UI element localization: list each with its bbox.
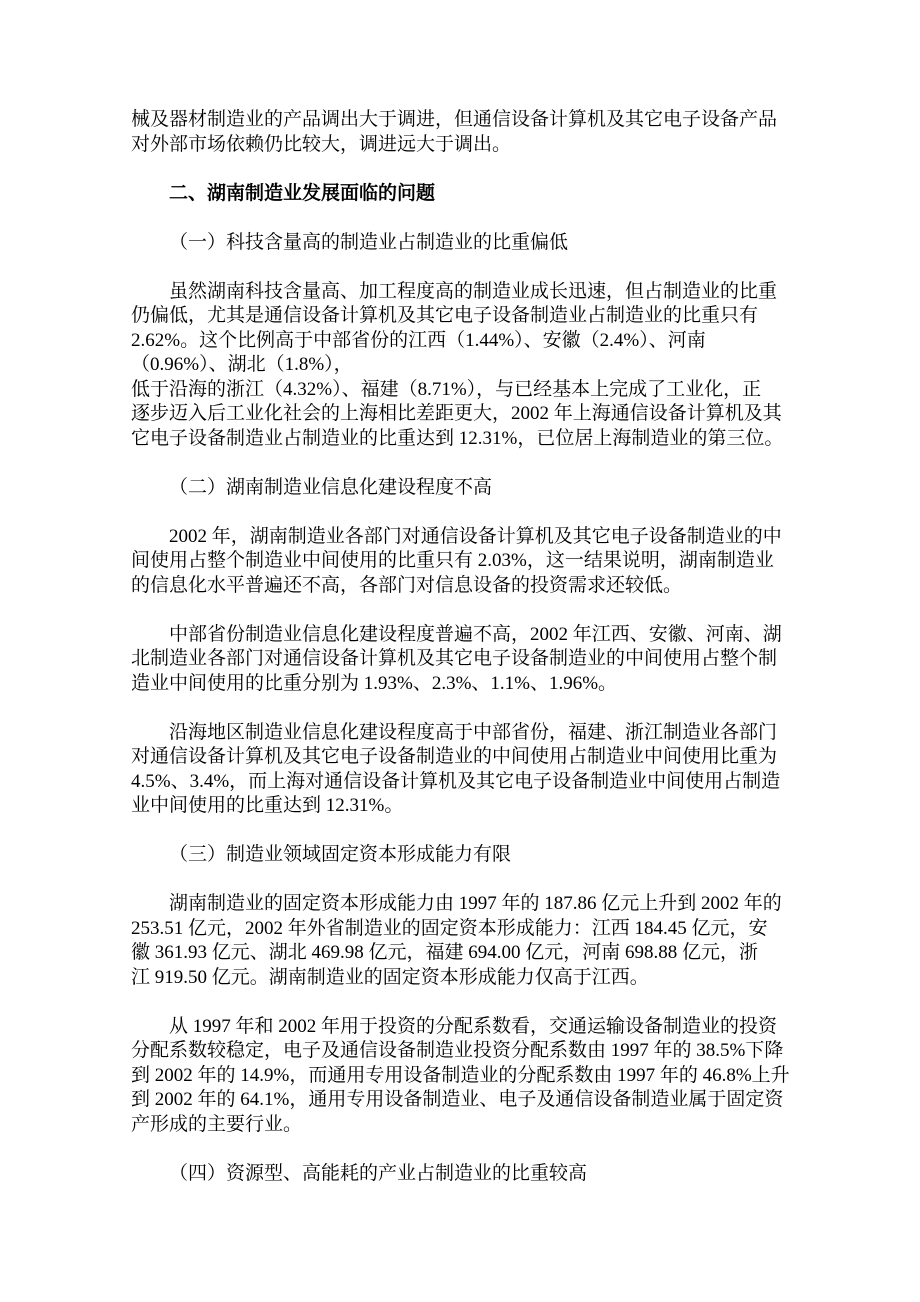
blank-line-spacer (131, 157, 802, 182)
text-line: 徽 361.93 亿元、湖北 469.98 亿元，福建 694.00 亿元，河南 698.88 亿元，浙 (131, 942, 759, 963)
blank-line-spacer (131, 255, 802, 280)
text-line: 产形成的主要行业。 (131, 1113, 303, 1135)
text-line: 它电子设备制造业占制造业的比重达到 12.31%，已位居上海制造业的第三位。 (131, 427, 784, 449)
blank-line-spacer (131, 868, 802, 893)
blank-line-spacer (131, 696, 802, 721)
blank-line-spacer (131, 1137, 802, 1162)
text-line: 2.62%。这个比例高于中部省份的江西（1.44%）、安徽（2.4%）、河南 (131, 329, 706, 351)
text-line: 江 919.50 亿元。湖南制造业的固定资本形成能力仅高于江西。 (131, 966, 649, 988)
blank-line-spacer (131, 819, 802, 844)
paragraph (131, 721, 802, 819)
text-line: 对通信设备计算机及其它电子设备制造业的中间使用占制造业中间使用比重为 (131, 746, 778, 767)
text-line: 械及器材制造业的产品调出大于调进，但通信设备计算机及其它电子设备产品 (131, 109, 778, 130)
text-line: 逐步迈入后工业化社会的上海相比差距更大，2002 年上海通信设备计算机及其 (131, 403, 782, 424)
text-line: （0.96%）、湖北（1.8%）， (131, 354, 353, 375)
text-line: 从 1997 年和 2002 年用于投资的分配系数看，交通运输设备制造业的投资 (169, 1015, 778, 1037)
text-line: 2002 年，湖南制造业各部门对通信设备计算机及其它电子设备制造业的中 (169, 525, 782, 547)
blank-line-spacer (131, 990, 802, 1015)
blank-line-spacer (131, 598, 802, 623)
subsection-heading (131, 476, 802, 501)
blank-line-spacer (131, 451, 802, 476)
blank-line-spacer (131, 500, 802, 525)
text-line: 低于沿海的浙江（4.32%）、福建（8.71%），与已经基本上完成了工业化，正 (131, 378, 762, 400)
text-line: 湖南制造业的固定资本形成能力由 1997 年的 187.86 亿元上升到 2002 年的 (169, 893, 782, 914)
subsection-heading (131, 231, 802, 256)
paragraph (131, 525, 802, 599)
subsection-heading (131, 1162, 802, 1187)
text-line: 对外部市场依赖仍比较大，调进远大于调出。 (131, 133, 512, 155)
paragraph (131, 280, 802, 452)
text-line: 业中间使用的比重达到 12.31%。 (131, 795, 404, 816)
subsection-heading (131, 843, 802, 868)
blank-line-spacer (131, 206, 802, 231)
text-line: 中部省份制造业信息化建设程度普遍不高，2002 年江西、安徽、河南、湖 (169, 623, 782, 645)
text-line: 沿海地区制造业信息化建设程度高于中部省份，福建、浙江制造业各部门 (169, 721, 778, 743)
text-line: 北制造业各部门对通信设备计算机及其它电子设备制造业的中间使用占整个制 (131, 648, 778, 669)
text-line: 的信息化水平普遍还不高，各部门对信息设备的投资需求还较低。 (131, 574, 683, 596)
text-line: （二）湖南制造业信息化建设程度不高 (169, 476, 493, 498)
paragraph (131, 1015, 802, 1138)
text-line: 到 2002 年的 64.1%，通用专用设备制造业、电子及通信设备制造业属于固定资 (131, 1089, 784, 1110)
text-line: （一）科技含量高的制造业占制造业的比重偏低 (169, 231, 569, 253)
text-line: （三）制造业领域固定资本形成能力有限 (169, 844, 512, 865)
section-heading (131, 182, 802, 207)
paragraph (131, 623, 802, 697)
paragraph (131, 108, 802, 157)
text-line: 到 2002 年的 14.9%，而通用专用设备制造业的分配系数由 1997 年的 46.8%上升 (131, 1064, 790, 1086)
text-line: 二、湖南制造业发展面临的问题 (169, 182, 436, 204)
paragraph (131, 892, 802, 990)
text-line: 间使用占整个制造业中间使用的比重只有 2.03%，这一结果说明，湖南制造业 (131, 550, 774, 571)
text-line: 分配系数较稳定，电子及通信设备制造业投资分配系数由 1997 年的 38.5%下降 (131, 1040, 784, 1061)
text-line: 4.5%、3.4%，而上海对通信设备计算机及其它电子设备制造业中间使用占制造 (131, 770, 781, 792)
text-line: （四）资源型、高能耗的产业占制造业的比重较高 (169, 1162, 588, 1184)
text-line: 253.51 亿元，2002 年外省制造业的固定资本形成能力：江西 184.45 亿元，安 (131, 917, 768, 939)
text-line: 造业中间使用的比重分别为 1.93%、2.3%、1.1%、1.96%。 (131, 672, 618, 694)
text-line: 仍偏低，尤其是通信设备计算机及其它电子设备制造业占制造业的比重只有 (131, 305, 759, 326)
text-line: 虽然湖南科技含量高、加工程度高的制造业成长迅速，但占制造业的比重 (169, 280, 778, 302)
